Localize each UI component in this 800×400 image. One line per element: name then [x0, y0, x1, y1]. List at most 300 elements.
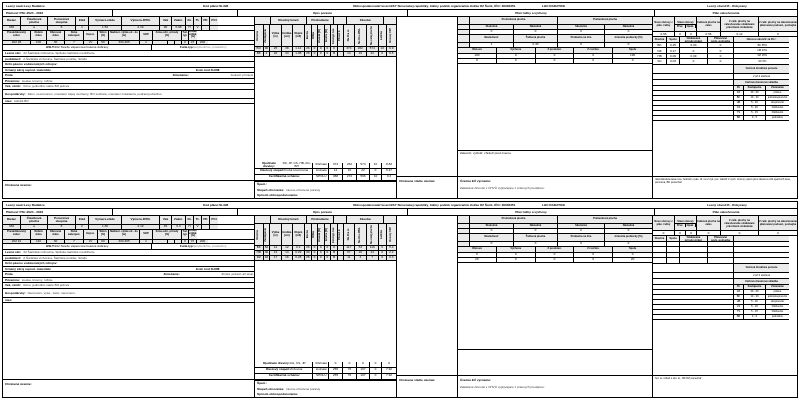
info-value-secondary: Jednotl. prímiesi.: [230, 73, 254, 78]
value-cell: 2.19: [122, 225, 160, 229]
plan-sub-header: Následná: [514, 25, 558, 30]
plan-group-clean: Prečistková plocha: [470, 216, 558, 224]
col-header: Dielec: [3, 216, 21, 224]
group-stredny-kmen: Stredný kmeň: [271, 216, 307, 224]
summary-number: 10: [370, 175, 382, 181]
species-cell: BO: [255, 47, 264, 52]
species-group-header: [255, 17, 396, 25]
species-cell: 67: [344, 251, 355, 256]
col-header: Nové obnovy z plán. ťažby: [653, 216, 675, 231]
target-cell: DZ: [734, 290, 744, 295]
col-header-text: Dĺžka: [312, 231, 316, 238]
info-value: 22 Šarišská vrchovina, Spišsko-šarišské medzihorie: [23, 250, 95, 255]
species-group-header: [255, 216, 396, 224]
eu-row: [458, 177, 652, 184]
plan-number: 190: [458, 54, 497, 59]
summary-number: 22: [357, 169, 370, 175]
value-cell: [153, 41, 168, 45]
target-cell: BK: [734, 96, 744, 101]
validity-label: Platnosť PSL:: [6, 210, 27, 214]
plan-number: 0: [497, 253, 536, 258]
col-header: PCI: [210, 17, 218, 25]
species-cell: BK: [255, 52, 264, 57]
target-cell: CS: [734, 305, 744, 310]
summary-number: 10: [370, 163, 382, 169]
value-cell: 1: [76, 26, 89, 30]
summary-number: 197: [357, 368, 370, 374]
protected-row: [3, 181, 254, 188]
info-label: nies:: [5, 297, 13, 302]
col-header: Priblíž. vzdial. [m]: [188, 229, 198, 238]
species-cell: 96: [264, 47, 271, 52]
summary-number: 0: [370, 368, 382, 374]
species-cell: 116: [367, 246, 379, 251]
info-value: Nerovnom. výsa., zatm. nerovnom.: [27, 290, 76, 295]
target-title: Cieľová drevinová skladba: [734, 80, 789, 86]
col-header: Výmera JPRL: [122, 17, 160, 25]
target-cell: 10 - 30: [744, 295, 766, 300]
manager: [353, 202, 542, 208]
plan-number: 0: [574, 258, 613, 263]
value-cell: 30: [47, 41, 65, 45]
col-header: Doba zabezpeč.: [65, 230, 84, 239]
species-cell: 28: [305, 52, 313, 57]
afforest-value: 0: [686, 231, 697, 236]
col-header: Sklon [%]: [98, 230, 109, 239]
panel-body: [3, 17, 797, 198]
finish-item: SC 5%: [734, 59, 789, 64]
species-col-headers: [255, 25, 396, 47]
plan-spacer: [458, 216, 470, 224]
summary-number: 7.92: [382, 374, 396, 380]
species-cell: 0: [379, 251, 387, 256]
value-cell: [168, 41, 175, 45]
col-header: Prevádzkovaný súbor: [3, 230, 31, 239]
plan-label-row-2: [458, 35, 652, 43]
col-header: Očakávané prirodz.zmlad.: [680, 37, 708, 43]
value-cell: 2.19: [122, 26, 160, 30]
afforest-value: 0.56: [697, 32, 721, 37]
col-header: Výchova: [497, 48, 536, 54]
spec-value: mierne ohrozené porasty: [285, 386, 321, 391]
plan-grid: [458, 17, 652, 64]
col-header-text: Objem [m3]: [294, 31, 303, 38]
species-cell: 1.08: [293, 52, 304, 57]
value-cell: a: [21, 225, 48, 229]
col-header-text: Zastúpenie: [264, 227, 268, 242]
prohibited-label: Zakázané činnosti v CHVÚ vyplývajúce z právnych predpisov:: [460, 385, 545, 389]
section-stand-title: Opis porastu: [238, 209, 408, 215]
species-cell: 0: [318, 251, 325, 256]
right-filler: [653, 320, 797, 375]
section-stand-title: Opis porastu: [238, 10, 408, 16]
species-cell: 0: [318, 52, 325, 57]
plan-value: 0: [558, 43, 605, 48]
col-header: Drevina: [653, 37, 667, 43]
forest-region: [657, 202, 797, 208]
spec-label: Spôsob obhospodarovania:: [257, 392, 298, 397]
value-cell: 07: [189, 240, 197, 244]
species-cell: 12: [282, 246, 293, 251]
forest-district-value: Lesy Radatice: [23, 4, 45, 8]
col-header: [293, 224, 304, 246]
plan-sub-header: Následná: [605, 25, 652, 30]
struct-title: Cieľová štruktúra porastu: [734, 264, 789, 273]
col-header-old-group: [675, 216, 697, 231]
species-cell: 0.2: [293, 246, 304, 251]
plan-sub-header: Intenzita prebierky [%]: [605, 35, 652, 43]
plan-number: 20: [613, 258, 652, 263]
col-header: PK: [202, 216, 210, 224]
value-cell: H: [186, 225, 194, 229]
col-header-text: Drevina: [256, 229, 260, 240]
protected-bird-column: [397, 216, 458, 397]
afforest-species-cell: DZ: [653, 48, 667, 53]
col-header: Obnova: [458, 48, 497, 54]
col-header: Spolu: [613, 247, 652, 253]
struct-value: 2 až 3 etážová: [734, 74, 789, 80]
plan-code-label: Kód plánu:: [203, 4, 220, 8]
col-header: Plánované pods.,podsejba: [708, 37, 734, 43]
value-cell: JV: [84, 240, 98, 244]
summary-number: 272: [343, 175, 357, 181]
col-header-text: Na 1ha st.: [346, 29, 350, 42]
target-cell: jednotlivo: [766, 116, 789, 121]
value-cell: 45: [160, 225, 172, 229]
subheader-spacer: [113, 10, 238, 16]
col-header: Nadmor. výška od - do [m]: [109, 31, 140, 40]
species-cell: 0: [325, 246, 332, 251]
summary-number: 574: [357, 163, 370, 169]
col-header: Zakm.: [172, 216, 186, 224]
col-header-text: Bonita: [305, 31, 309, 40]
plan-code: [203, 3, 353, 9]
target-cell: jednoskupinovito: [767, 295, 788, 299]
col-header: Rubná doba: [31, 230, 47, 239]
plan-value: 0: [605, 242, 652, 247]
summary-number: 596: [357, 175, 370, 181]
summary-number: 76: [343, 374, 357, 380]
summary-number: 8.83: [382, 163, 396, 169]
species-cell: B: [331, 256, 338, 261]
forest-district-label: Lesný úsek:: [6, 4, 24, 8]
afforest-species-cell: BK: [653, 43, 667, 48]
col-header: [387, 224, 396, 246]
plan-value: 0: [514, 30, 558, 35]
species-cell: 25: [305, 256, 313, 261]
col-header: Zóna ochr. prírody [%]: [153, 230, 182, 239]
col-header: Z rozčlen.: [574, 247, 613, 253]
protected-area-label: Chránené územie:: [5, 381, 32, 386]
col-header: [282, 25, 293, 47]
col-header: Čiastková plocha: [21, 216, 48, 224]
lhc: [542, 3, 657, 9]
target-cell: 5 - 20: [744, 300, 766, 305]
stand-header-row-1: [3, 216, 254, 225]
bottom-spec-block: [255, 181, 396, 199]
info-value: Lieska, krovmy, ružôte: [21, 78, 53, 83]
lhc-value: RADATICE: [549, 4, 566, 8]
col-header: Dr: [734, 285, 744, 290]
target-cell: BR: [734, 315, 744, 320]
plan-number: 0: [574, 59, 613, 64]
plan-sub-header: Následnosť: [470, 35, 514, 43]
summary-kind: SPOLU: [313, 374, 329, 380]
afforest-species-cell: 0.03: [667, 59, 680, 64]
plan-sub-header: Skutočná: [558, 25, 605, 30]
plan-number: 190: [613, 54, 652, 59]
group-stredny-kmen: Stredný kmeň: [271, 17, 307, 25]
group-spacer: [255, 17, 271, 25]
plan-spacer: [458, 35, 470, 43]
col-header: [367, 224, 379, 246]
plan-sub-header: Následná: [605, 224, 652, 229]
value-cell: 7: [65, 240, 84, 244]
hslt: [3, 244, 152, 249]
spec-label: Stupeň ohrozenia:: [257, 187, 284, 192]
plan-group-row: [458, 216, 652, 224]
value-cell: 1.53: [89, 26, 122, 30]
forest-region-label: Lesný obvod:: [707, 203, 728, 207]
species-cell: 4: [264, 52, 271, 57]
value-cell: [202, 26, 210, 30]
species-cell: 34: [282, 52, 293, 57]
left-filler: [3, 104, 254, 180]
col-header-text: Na celej ploche: [369, 225, 373, 244]
value-cell: 0.3: [172, 225, 186, 229]
summary-label: Certifikačná schéma:: [268, 174, 300, 179]
info-value: rôzno, jednotlivo starie BO jednva: [22, 84, 70, 89]
stand-identification: [3, 216, 255, 397]
species-cell: 10: [379, 47, 387, 52]
plan-filler: [458, 64, 652, 151]
species-cell: 0: [318, 47, 325, 52]
summary-number: 374: [329, 163, 343, 169]
plan-code-value: SL328: [219, 203, 229, 207]
col-header-text: Na 1ha JPRL: [358, 226, 362, 243]
value-cell: 50: [98, 41, 109, 45]
col-header: Opak.: [686, 224, 697, 227]
col-header-text: Dĺžka: [312, 32, 316, 39]
col-header: Vek: [160, 17, 172, 25]
col-header: Z rozčlen.: [574, 48, 613, 54]
summary-label: Certifikačná schéma:: [268, 373, 300, 378]
bird-filler: [397, 17, 457, 176]
col-header-text: Drevina: [256, 30, 260, 41]
species-cell: 44: [367, 251, 379, 256]
col-header-text: Rozvoj CSP: [388, 227, 392, 242]
forest-region-value: B - Rokycany: [727, 4, 747, 8]
stand-identification: [3, 17, 255, 198]
target-cell: plošne: [766, 290, 789, 295]
col-header-text: Výška [m]: [271, 230, 280, 237]
protected-row: [3, 380, 254, 387]
panel-subheader: [3, 10, 797, 17]
afforest-value: 0: [721, 231, 759, 236]
plan-grid: [458, 216, 652, 263]
species-cell: 0: [325, 251, 332, 256]
col-header: [282, 224, 293, 246]
species-cell: 0: [379, 52, 387, 57]
section-afforest-title: Plán zalesňovania: [712, 210, 740, 214]
target-cell: jednoskupinovito: [767, 96, 788, 100]
value-cell: 0.98: [172, 26, 186, 30]
struct-title-row: [653, 65, 797, 74]
protected-bird-column: [397, 17, 458, 198]
value-cell: 330-365: [109, 240, 140, 244]
col-header: Zakm.: [172, 17, 186, 25]
plan-value: 0: [605, 229, 652, 234]
plan-group-clean: Prečistková plocha: [470, 17, 558, 25]
forest-region-label: Lesný obvod:: [707, 4, 728, 8]
plan-sub-header: Následnosť: [470, 234, 514, 242]
lhc-label: LHC:: [542, 203, 550, 207]
col-header: Prevádzkovaný súbor: [3, 31, 31, 40]
plan-group-thin: Prebierková plocha: [558, 216, 652, 224]
validity: [3, 209, 113, 215]
harvest-plan: [458, 216, 653, 397]
hslt-value: 202 Svieže vápencové bukové dúbravy: [54, 45, 109, 50]
validity: [3, 10, 113, 16]
plan-value: 0: [470, 229, 514, 234]
afforest-species-cell: 0: [680, 59, 708, 64]
prohibited-text-row: [458, 383, 652, 391]
funk-typ-value: polyfunkčno- produkčný: [193, 45, 227, 50]
plan-filler: [458, 263, 652, 350]
afforest-col-headers: [653, 17, 797, 32]
section-harvest-title: Plán ťažby a výchovy: [408, 10, 655, 16]
funk-typ-value: polyfunkčno- produkčný: [193, 244, 227, 249]
summary-kind: SPOLU: [313, 175, 329, 181]
bird-bottom: [397, 176, 457, 198]
spec-label: Spôsob obhospodarovania:: [257, 193, 298, 198]
value-cell: 30: [47, 240, 65, 244]
harvest-plan: [458, 17, 653, 198]
afforestation-plan: [653, 216, 797, 397]
spec-label: Špeci.:: [257, 182, 268, 187]
plan-group-row: [458, 17, 652, 25]
summary-label: Rastový stupeň:: [260, 168, 285, 173]
forest-region-value: B - Rokycany: [727, 203, 747, 207]
target-cell: plošne: [766, 91, 789, 96]
manager: [353, 3, 542, 9]
summary-kind: Listnaté: [313, 169, 329, 175]
col-header-text: Rozvoj CSP: [388, 28, 392, 43]
plan-group-thin: Prebierková plocha: [558, 17, 652, 25]
plan-sub-header: Ťažbová plocha: [514, 234, 558, 242]
afforest-species-cell: 0: [680, 48, 708, 53]
info-label-secondary: Zmiešanie:: [163, 272, 180, 277]
afforest-species-cell: 0: [708, 54, 734, 59]
right-filler: [653, 121, 797, 176]
species-cell: 3: [355, 256, 366, 261]
spec-value: mierne ohrozené porasty: [285, 187, 321, 192]
plan-sub-header: Prebierka na 1ha: [558, 35, 605, 43]
plan-spacer: [458, 234, 470, 242]
target-title: Cieľová drevinová skladba: [734, 279, 789, 285]
plan-label-row-2: [458, 234, 652, 242]
struct-title: Cieľová štruktúra porastu: [734, 65, 789, 74]
species-cell: 13: [270, 251, 281, 256]
col-header: [379, 224, 387, 246]
target-cell: skupinovito: [766, 101, 789, 106]
info-label: Lesná obl.:: [5, 250, 22, 255]
species-cell: HB: [255, 251, 264, 256]
plan-value: 0: [558, 229, 605, 234]
col-header: Výmera etáže: [89, 216, 122, 224]
target-cell: TS: [734, 111, 744, 116]
col-header: Z predstier.: [536, 247, 575, 253]
col-header: Zastúpenie: [744, 285, 766, 290]
info-label: Uznaný zdroj reprod. materiálu:: [5, 67, 52, 72]
group-spacer: [255, 216, 271, 224]
management-note: hor. st. rúbaň s dut. et., BK DZ ponechať: [653, 375, 797, 397]
col-header: Z celk. plochy na zalesňovanie plánované podsad., podsejba: [759, 216, 797, 231]
col-header-text: Objem [m3]: [294, 230, 303, 237]
hslt-value: 202 Svieže vápencové bukové dúbravy: [54, 244, 109, 249]
col-header: Výchova: [497, 247, 536, 253]
plan-number: 0: [497, 59, 536, 64]
plan-sub-header: Prebierka na 1ha: [558, 234, 605, 242]
afforest-value: 0.12: [721, 32, 759, 37]
summary-number: 76: [343, 368, 357, 374]
species-cell: 10: [355, 52, 366, 57]
col-header: Nové obnovy z plán. ťažby: [653, 17, 675, 32]
plan-sub-header: Skutočná: [558, 224, 605, 229]
spec-label: Stupeň ohrozenia:: [257, 386, 284, 391]
col-header: TL: [194, 216, 202, 224]
protected-block: [3, 379, 254, 397]
col-header: PCI: [210, 216, 218, 224]
species-cell: 53: [355, 246, 366, 251]
value-cell: [210, 26, 218, 30]
struct-spacer: [653, 264, 734, 273]
plan-sub-header: Ťažbová plocha: [514, 35, 558, 43]
target-cell: 5 - 15: [744, 111, 766, 116]
afforest-species-cell: 0: [708, 59, 734, 64]
afforest-value: 0.56: [653, 32, 675, 37]
bird-row: [397, 177, 457, 184]
species-cell: 0: [312, 52, 318, 57]
col-header-text: Pôvod d.: [338, 229, 342, 240]
species-cell: 574: [367, 47, 379, 52]
info-label: Ochr.pásmo vodárenských zdrojov:: [5, 261, 58, 266]
col-header-text: Výška [m]: [271, 31, 280, 38]
col-header: Výmera etáže: [89, 17, 122, 25]
afforest-species-cell: 0: [708, 43, 734, 48]
group-spacer2: [334, 17, 347, 25]
info-label: Prízemna:: [5, 277, 20, 282]
col-header: Z predstier.: [536, 48, 575, 54]
prohibited-row: [458, 375, 652, 397]
col-header-text: Hnasak [%]: [318, 227, 322, 242]
group-spacer2: [334, 216, 347, 224]
validity-value: 2024 - 2033: [26, 11, 44, 15]
col-header: Spolu: [667, 37, 680, 43]
plan-number: 0: [497, 54, 536, 59]
forest-district: [3, 202, 203, 208]
species-cell: 9.5: [387, 52, 396, 57]
protected-row: [3, 387, 254, 397]
group-poskodenie: Poškodenie: [307, 216, 335, 224]
col-header: Expoz.: [84, 230, 98, 239]
plan-number: 0: [497, 258, 536, 263]
forest-district-value: Lesy Radatice: [23, 203, 45, 207]
plan-value: 0: [514, 242, 558, 247]
old-group-title: Staré obnovy: [675, 21, 696, 25]
summary-number: 262: [343, 163, 357, 169]
col-header: KL: [186, 216, 194, 224]
